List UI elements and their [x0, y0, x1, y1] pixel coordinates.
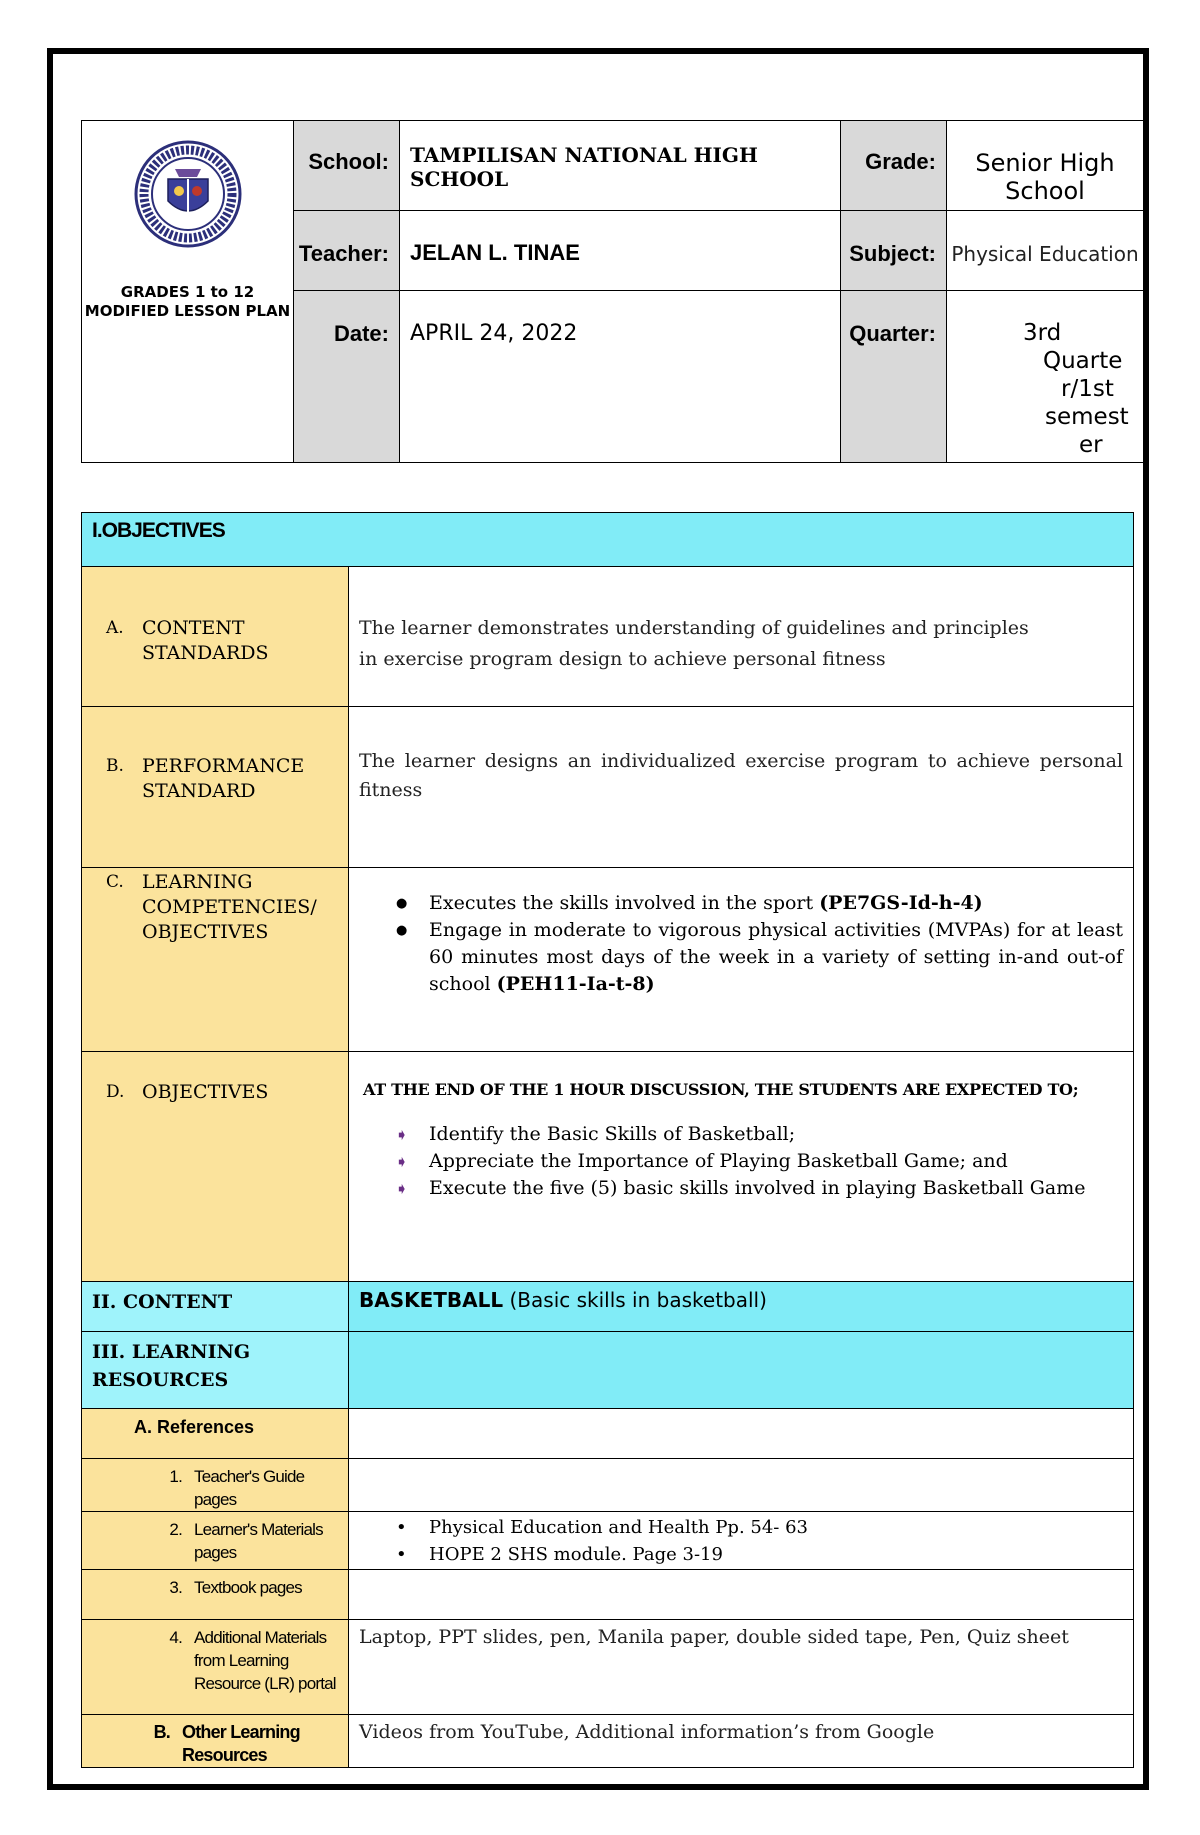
objectives-label-cell: [82, 1052, 349, 1282]
letter-c: C.: [106, 872, 124, 892]
textbook-label: [82, 1570, 348, 1599]
deped-seal-icon: [133, 139, 243, 249]
objectives-title: I.OBJECTIVES: [92, 519, 225, 542]
teachers-guide-value-cell: [349, 1459, 1134, 1512]
content-standards-label-cell: [82, 567, 349, 707]
additional-materials-label-cell: [82, 1620, 349, 1715]
subject-value: Physical Education: [951, 242, 1139, 266]
grade-value-cell: [947, 121, 1144, 211]
teacher-label: Teacher:: [298, 241, 389, 266]
date-value: APRIL 24, 2022: [410, 321, 578, 346]
school-value-cell: [400, 121, 841, 211]
list-item: • HOPE 2 SHS module. Page 3-19: [429, 1541, 1133, 1568]
additional-materials-value: Laptop, PPT slides, pen, Manila paper, double sided tape, Pen, Quiz sheet: [359, 1626, 1069, 1648]
content-standards-value-cell: [349, 567, 1134, 707]
quarter-line: 3rd: [1023, 320, 1062, 346]
teachers-guide-label: [82, 1459, 348, 1511]
objectives-value-cell: [349, 1052, 1134, 1282]
teacher-value-cell: [400, 211, 841, 291]
subject-label: Subject:: [849, 241, 936, 266]
competencies-label-cell: [82, 868, 349, 1052]
competency-code: (PEH11-Ia-t-8): [496, 973, 655, 995]
list-item: ➧ Appreciate the Importance of Playing Basketball Game; and: [429, 1148, 1123, 1175]
resources-label-cell: [82, 1332, 349, 1409]
item-number: 1.: [169, 1467, 182, 1486]
content-value-rest: (Basic skills in basketball): [503, 1288, 767, 1312]
other-resources-label-cell: [82, 1715, 349, 1768]
subject-value-cell: [947, 211, 1144, 291]
content-standards-text: CONTENT STANDARDS: [142, 617, 269, 664]
subject-label-cell: [841, 211, 947, 291]
textbook-value-cell: [349, 1570, 1134, 1620]
additional-materials-value-cell: [349, 1620, 1134, 1715]
competencies-label: [82, 868, 348, 945]
textbook-label-cell: [82, 1570, 349, 1620]
list-item: ➧ Identify the Basic Skills of Basketball;: [429, 1121, 1123, 1148]
list-item: [429, 890, 1123, 917]
performance-standard-value: The learner designs an individualized exercise program to achieve personal fitness: [359, 750, 1124, 801]
list-item: [429, 917, 1123, 998]
date-label-cell: [294, 291, 400, 463]
grade-label: Grade:: [865, 149, 936, 174]
objectives-header: [82, 513, 1134, 567]
quarter-line: er: [1079, 432, 1103, 458]
learners-materials-list: [349, 1512, 1133, 1568]
quarter-label-cell: [841, 291, 947, 463]
item-label: Textbook pages: [194, 1578, 302, 1597]
competency-text: Engage in moderate to vigorous physical activities (MVPAs) for at least 60 minutes most days of the week in a variety of setting in-and out-of school: [429, 919, 1124, 995]
other-resources-value: Videos from YouTube, Additional information’s from Google: [359, 1721, 935, 1743]
references-label: A. References: [134, 1417, 255, 1437]
competencies-list: [349, 868, 1133, 998]
grades-label: GRADES 1 to 12 MODIFIED LESSON PLAN: [84, 283, 291, 320]
quarter-line: semest: [1045, 404, 1129, 430]
school-label-cell: [294, 121, 400, 211]
references-value-cell: [349, 1409, 1134, 1459]
item-number: 3.: [169, 1578, 182, 1597]
teachers-guide-label-cell: [82, 1459, 349, 1512]
content-standards-value: [349, 567, 1133, 675]
date-label: Date:: [333, 321, 389, 346]
grade-value: Senior High School: [975, 149, 1115, 205]
content-standards-line: in exercise program design to achieve personal fitness: [359, 648, 886, 670]
objectives-text: OBJECTIVES: [142, 1081, 269, 1103]
item-number: 2.: [169, 1520, 182, 1539]
content-value-bold: BASKETBALL: [359, 1288, 504, 1312]
other-resources-value-cell: [349, 1715, 1134, 1768]
teacher-value: JELAN L. TINAE: [410, 240, 580, 265]
item-label: Teacher's Guide pages: [194, 1467, 305, 1509]
performance-standard-text: PERFORMANCE STANDARD: [142, 755, 305, 802]
letter-b: B.: [106, 756, 124, 776]
list-item: • Physical Education and Health Pp. 54- 63: [429, 1514, 1133, 1541]
content-value: [349, 1282, 1133, 1312]
quarter-line: Quarte: [1043, 348, 1123, 374]
competencies-value-cell: [349, 868, 1134, 1052]
school-label: School:: [308, 149, 389, 174]
performance-standard-label: [82, 707, 348, 804]
logo-cell: [82, 121, 294, 463]
content-label: II. CONTENT: [92, 1291, 233, 1313]
school-value: TAMPILISAN NATIONAL HIGH SCHOOL: [410, 143, 758, 191]
quarter-line: r/1st: [1061, 376, 1114, 402]
item-label: Learner's Materials pages: [194, 1520, 323, 1562]
lesson-plan-table: [81, 512, 1134, 1768]
additional-materials-label: [82, 1620, 348, 1695]
learners-materials-label: [82, 1512, 348, 1564]
item-number: 4.: [169, 1628, 182, 1647]
letter-a: A.: [106, 618, 124, 638]
content-value-cell: [349, 1282, 1134, 1332]
competency-text: Executes the skills involved in the sport: [429, 892, 814, 914]
content-standards-line: The learner demonstrates understanding of guidelines and principles: [359, 617, 1029, 639]
performance-standard-value-cell: [349, 707, 1134, 868]
objectives-intro: AT THE END OF THE 1 HOUR DISCUSSION, THE STUDENTS ARE EXPECTED TO;: [363, 1080, 1079, 1099]
other-resources-label: [82, 1715, 348, 1767]
competency-code: (PE7GS-Id-h-4): [819, 892, 983, 914]
competencies-text: LEARNING COMPETENCIES/ OBJECTIVES: [142, 871, 317, 943]
item-label: Additional Materials from Learning Resource (LR) portal: [194, 1628, 336, 1693]
references-label-cell: [82, 1409, 349, 1459]
quarter-value: [947, 291, 1143, 459]
header-table: [81, 120, 1144, 463]
objectives-list: [349, 1099, 1133, 1202]
quarter-value-cell: [947, 291, 1144, 463]
quarter-label: Quarter:: [849, 321, 936, 346]
resources-label: III. LEARNING RESOURCES: [92, 1341, 251, 1391]
grade-label-cell: [841, 121, 947, 211]
list-item: ➧ Execute the five (5) basic skills involved in playing Basketball Game: [429, 1175, 1123, 1202]
content-standards-label: [82, 567, 348, 666]
learners-materials-label-cell: [82, 1512, 349, 1570]
learners-materials-value-cell: [349, 1512, 1134, 1570]
objectives-label: [82, 1052, 348, 1105]
date-value-cell: [400, 291, 841, 463]
item-label: Other Learning Resources: [182, 1722, 300, 1765]
resources-value-cell: [349, 1332, 1134, 1409]
content-label-cell: [82, 1282, 349, 1332]
performance-standard-label-cell: [82, 707, 349, 868]
teacher-label-cell: [294, 211, 400, 291]
letter-d: D.: [106, 1082, 125, 1102]
item-number: B.: [153, 1722, 170, 1742]
